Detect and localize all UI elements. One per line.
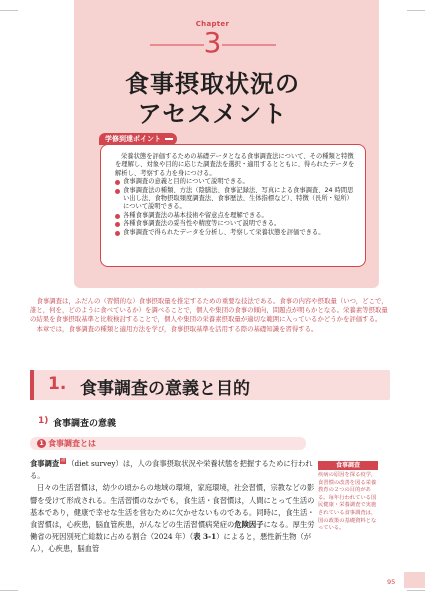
chapter-number: 3 [203,26,222,59]
crop-mark [407,10,425,11]
learning-goal-item: 各種食事調査法の基本技術や留意点を理解できる。 [115,212,357,220]
chapter-title-line-1: 食事摂取状況の [125,70,300,98]
learning-goals-tag: 学修到達ポイント [99,133,177,145]
subsection-title: 食事調査の意義 [53,419,117,429]
chapter-intro [30,297,390,334]
crop-mark [0,590,18,591]
learning-goal-item: 各種食事調査法の妥当性や精度等について説明できる。 [115,220,357,228]
body-text-span: になる。厚生労働省の死因別死亡総数に占める割合（2024 年）（ [30,520,315,542]
topic-title: 食事調査とは [48,439,96,448]
body-text-span: 日々の生活習慣は，幼少の頃からの地域の環境，家庭環境，社会習慣，宗教などの影響を受けて形成される。生活習慣のなかでも，食生活・食習慣は，人間にとって生活の基本であり，健康で幸せな生活を営むために欠かせないものである。同時に，食生活・食習慣は，心疾患，脳血管疾患，がんなどの生活習慣病発症の [30,483,315,530]
crop-mark [0,10,18,11]
sidebar-note [318,461,378,533]
page-number: 95 [387,578,396,586]
glossary-marker: 語 [60,458,66,463]
key-term: 食事調査 [30,459,60,468]
crop-mark [407,590,425,591]
body-text [30,458,320,556]
body-text-span: ）によると，悪性新生物（がん），心疾患，脳血管 [30,532,312,554]
sidebar-text: 疾病の原因を探る疫学，食習慣の改善を図る栄養教育の２つの目的がある。毎年行われている国民健康・栄養調査で実施されている食事調査は，国の政策の基礎資料となっている。 [318,472,377,532]
page-edge-tab [404,572,425,588]
intro-paragraph: 本章では，食事調査の種類と適用方法を学び，食事摂取基準を活用する際の基礎知識を習得する。 [36,324,318,333]
body-paragraph [30,458,320,482]
section-number: 1. [48,374,67,394]
learning-goal-item: 食事調査で得られたデータを分析し、考察して栄養状態を評価できる。 [115,229,357,237]
learning-goal-item: 食事調査法の種類、方法（陰膳法、食事記録法、写真による食事調査、24 時間思い出し法、食物摂取頻度調査法、食事歴法、生体指標など）、特徴（長所・短所）について説明できる。 [115,187,357,212]
learning-goals-list [115,178,357,237]
body-text-span: （diet survey）は，人の食事摂取状況や栄養状態を把握するために行われる。 [30,459,313,481]
chapter-title-line-2: アセスメント [137,100,288,128]
intro-paragraph: 食事調査は，ふだんの（習慣的な）食事摂取量を推定するための重要な技法である。食事の内容や摂取量（いつ，どこで，誰と，何を，どのように食べているか）を調べることで，個人や集団の食事の傾向，問題点が明らかとなる。栄養素等摂取量の結果を食事摂取基準と比較検討することで，個人や集団の栄養素摂取量が適切な範囲に入っているかどうかを評価する。 [30,297,388,324]
learning-goals-intro: 栄養状態を評価するための基礎データとなる食事調査法について、その種類と特徴を理解し、対象や目的に応じた調査法を選択・適用するとともに、得られたデータを解析し、考察する力を身につける。 [115,153,355,177]
topic-number-badge: 1 [37,439,46,448]
learning-goals-box [100,144,366,267]
chapter-label: Chapter [195,20,230,28]
key-term: 危険因子 [234,520,264,530]
body-paragraph [30,482,320,555]
section-title: 食事調査の意義と目的 [80,379,250,399]
sidebar-title: 食事調査 [318,461,378,470]
table-reference: 表 3-1 [193,532,217,542]
subsection-number: 1) [38,416,49,426]
learning-goal-item: 食事調査の意義と目的について説明できる。 [115,178,357,186]
